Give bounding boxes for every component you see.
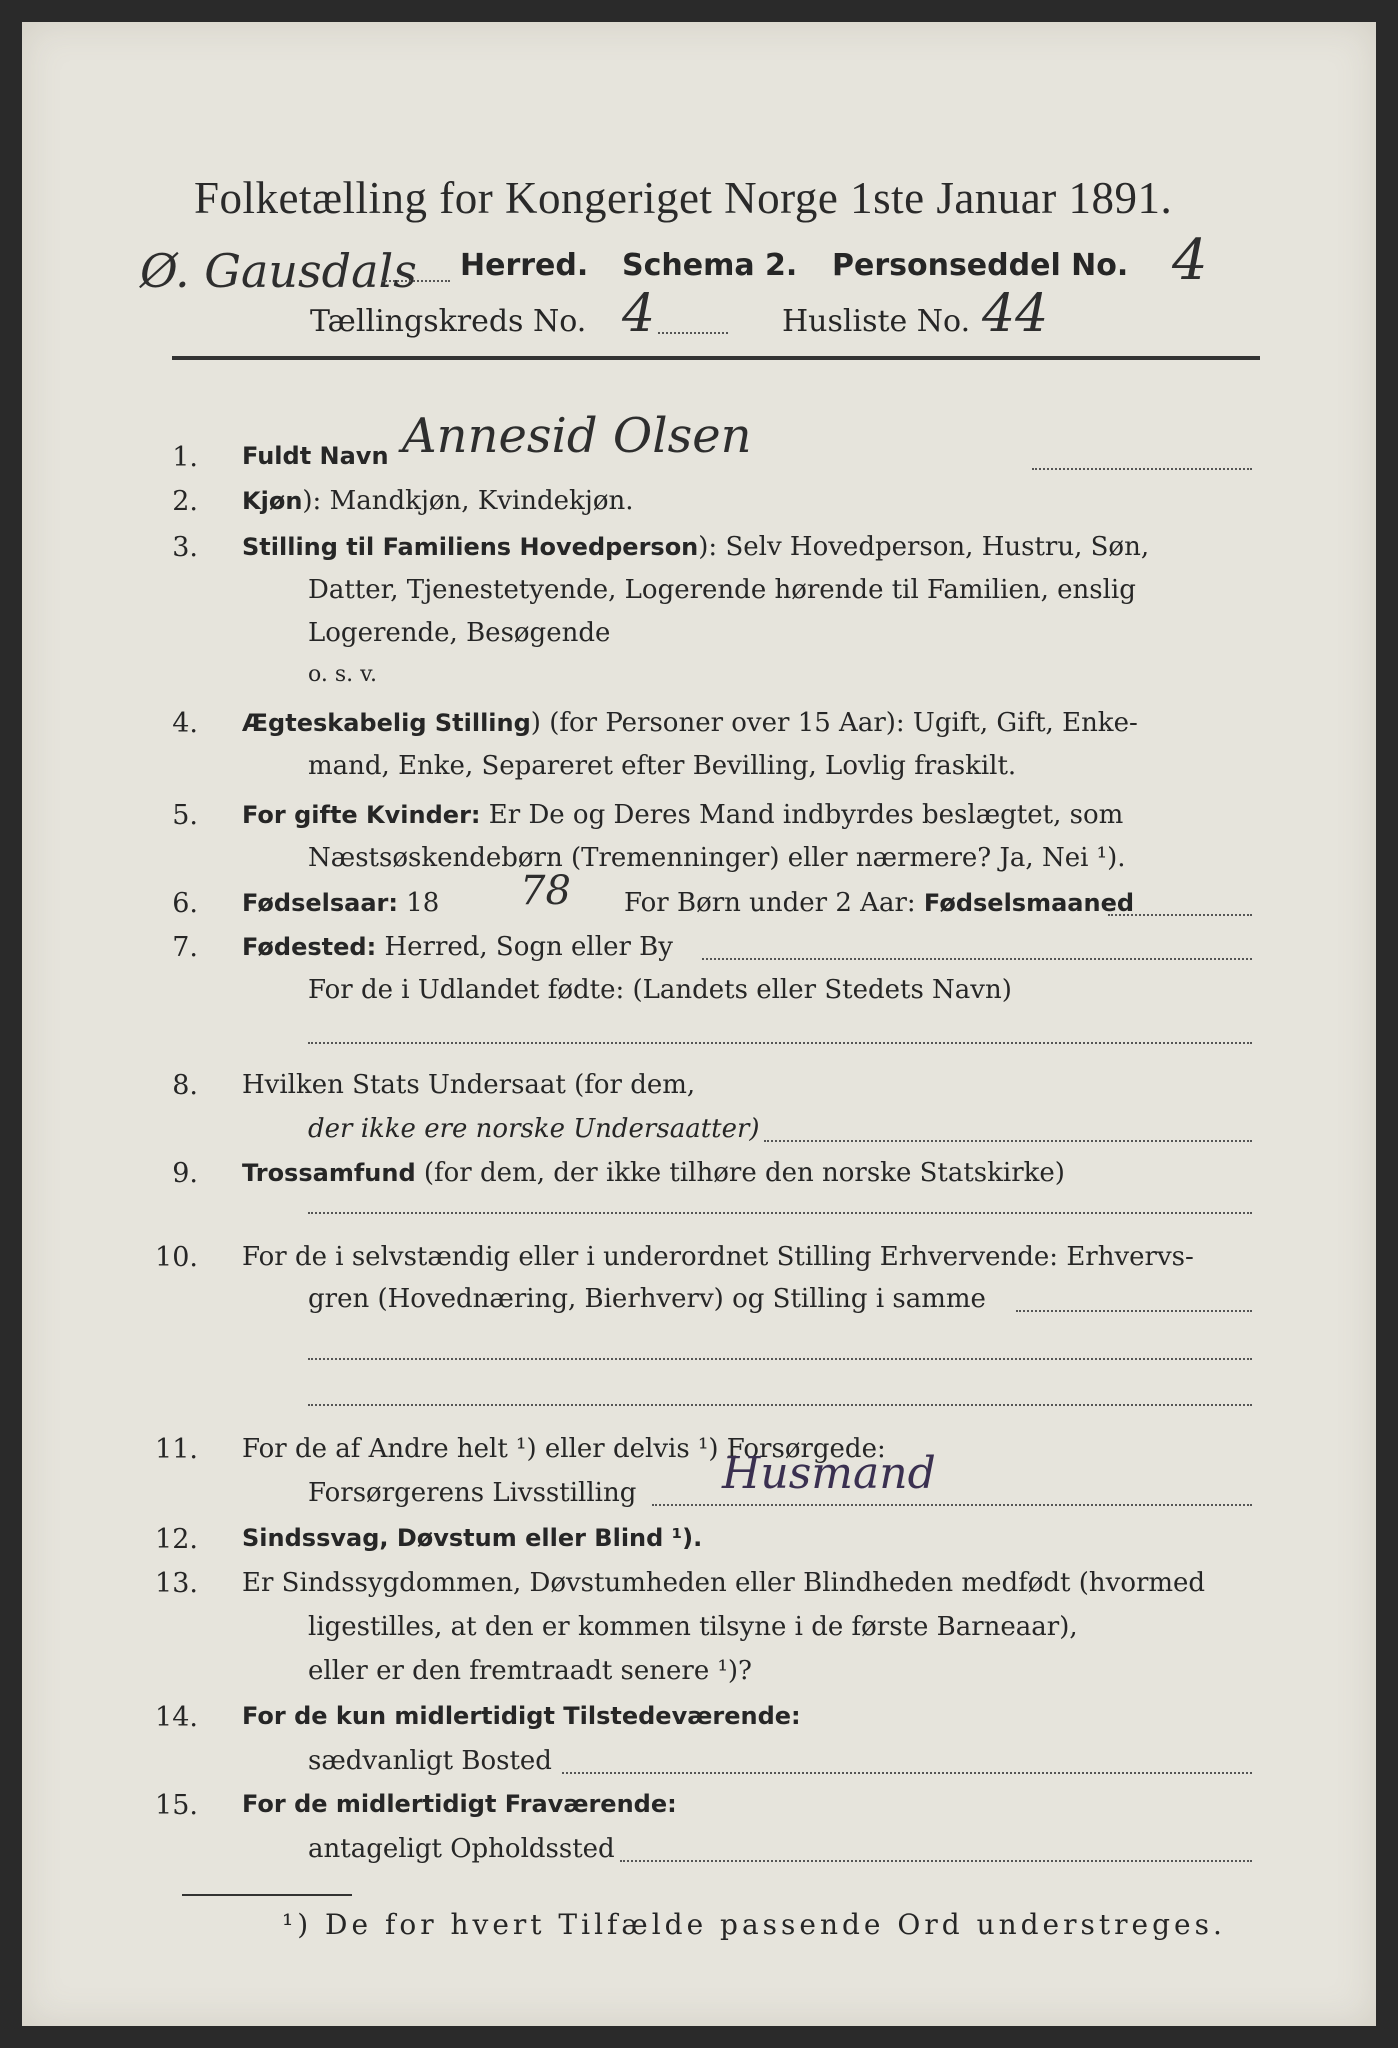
fuldt-navn-value: Annesid Olsen	[402, 408, 752, 464]
medfodt-text2: ligestilles, at den er kommen tilsyne i de første Barneaar),	[308, 1612, 1078, 1642]
item-number: 15.	[155, 1790, 198, 1821]
gifte-text: Er De og Deres Mand indbyrdes beslægtet, som	[488, 800, 1124, 830]
fodested-row	[242, 932, 673, 962]
header-rule	[172, 356, 1260, 360]
bosted-label: sædvanligt Bosted	[308, 1746, 552, 1776]
fravaerende-text: For de midlertidigt Fraværende:	[242, 1790, 677, 1818]
dotted-line	[620, 1860, 1252, 1862]
opholdssted-label: antageligt Opholdssted	[308, 1834, 615, 1864]
aegteskab-text: ) (for Personer over 15 Aar): Ugift, Gift, Enke-	[530, 708, 1138, 738]
item-number: 7.	[172, 932, 198, 963]
dotted-line	[308, 1358, 1252, 1360]
trossamfund-label: Trossamfund	[242, 1159, 416, 1187]
dotted-line	[1016, 1310, 1252, 1312]
dotted-line	[658, 332, 728, 334]
sindssvag-text: Sindssvag, Døvstum eller Blind ¹).	[242, 1524, 703, 1552]
dotted-line	[1032, 468, 1252, 470]
erhverv-text2: gren (Hovednæring, Bierhverv) og Stilling i samme	[308, 1284, 986, 1314]
fodested-label: Fødested:	[242, 933, 377, 961]
dotted-line	[382, 280, 450, 282]
stilling-label: Stilling til Familiens Hovedperson	[242, 533, 699, 561]
item-number: 12.	[155, 1524, 198, 1555]
kjon-text: ): Mandkjøn, Kvindekjøn.	[302, 486, 634, 516]
footnote-rule	[182, 1894, 352, 1896]
fuldt-navn-label: Fuldt Navn	[242, 442, 389, 470]
born-text: For Børn under 2 Aar:	[624, 888, 916, 918]
aegteskab-label: Ægteskabelig Stilling	[242, 709, 531, 737]
medfodt-text3: eller er den fremtraadt senere ¹)?	[308, 1656, 752, 1686]
personseddel-label: Personseddel No.	[832, 248, 1129, 283]
item-number: 5.	[172, 800, 198, 831]
aegteskab-row	[242, 708, 1138, 738]
dotted-line	[764, 1140, 1252, 1142]
forsorgere-label: Forsørgerens Livsstilling	[308, 1478, 637, 1508]
dotted-line	[308, 1042, 1252, 1044]
fodselsaar-prefix: 18	[406, 888, 440, 918]
stilling-row	[242, 532, 1149, 562]
dotted-line	[702, 958, 1252, 960]
item-number: 11.	[155, 1434, 198, 1465]
item-number: 9.	[172, 1158, 198, 1189]
fodested-text: Herred, Sogn eller By	[384, 932, 673, 962]
herred-handwritten: Ø. Gausdals	[140, 244, 417, 298]
gifte-label: For gifte Kvinder:	[242, 801, 481, 829]
kjon-row	[242, 486, 634, 516]
gifte-row	[242, 800, 1123, 830]
kjon-label: Kjøn	[242, 487, 303, 515]
fodselsaar-label: Fødselsaar:	[242, 889, 398, 917]
item-number: 8.	[172, 1070, 198, 1101]
item-number: 14.	[155, 1702, 198, 1733]
item-number: 6.	[172, 888, 198, 919]
husliste-label: Husliste No.	[782, 304, 971, 339]
dotted-line	[1108, 914, 1252, 916]
gifte-text2: Næstsøskendebørn (Tremenninger) eller nærmere? Ja, Nei ¹).	[308, 843, 1126, 873]
footnote: ¹) De for hvert Tilfælde passende Ord understreges.	[282, 1908, 1226, 1941]
aegteskab-text2: mand, Enke, Separeret efter Bevilling, Lovlig fraskilt.	[308, 751, 1017, 781]
forsorgere-value: Husmand	[722, 1448, 936, 1499]
undersaat-text2: der ikke ere norske Undersaatter)	[308, 1114, 760, 1144]
item-number: 2.	[172, 486, 198, 517]
personseddel-value: 4	[1172, 228, 1208, 293]
forsorgede-text: For de af Andre helt ¹) eller delvis ¹) Forsørgede:	[242, 1434, 886, 1464]
fodselsaar-row2	[624, 888, 1134, 918]
undersaat-text: Hvilken Stats Undersaat (for dem,	[242, 1070, 696, 1100]
schema-label: Schema 2.	[622, 248, 798, 283]
erhverv-text: For de i selvstændig eller i underordnet Stilling Erhvervende: Erhvervs-	[242, 1242, 1194, 1272]
item-number: 13.	[155, 1568, 198, 1599]
medfodt-text: Er Sindssygdommen, Døvstumheden eller Blindheden medfødt (hvormed	[242, 1568, 1206, 1598]
item-number: 3.	[172, 532, 198, 563]
form-title: Folketælling for Kongeriget Norge 1ste Januar 1891.	[194, 173, 1173, 223]
dotted-line	[308, 1212, 1252, 1214]
tilstede-text: For de kun midlertidigt Tilstedeværende:	[242, 1702, 801, 1730]
census-form-page	[22, 22, 1376, 2026]
stilling-text: ): Selv Hovedperson, Hustru, Søn,	[698, 532, 1150, 562]
stilling-text2: Datter, Tjenestetyende, Logerende hørende til Familien, enslig	[308, 575, 1136, 605]
trossamfund-text: (for dem, der ikke tilhøre den norske Statskirke)	[423, 1158, 1065, 1188]
dotted-line	[652, 1504, 1252, 1506]
fodselsmaaned-label: Fødselsmaaned	[923, 889, 1135, 917]
stilling-text4: o. s. v.	[308, 662, 377, 687]
item-number: 10.	[155, 1242, 198, 1273]
taellingskreds-label: Tællingskreds No.	[310, 304, 587, 339]
dotted-line	[562, 1772, 1252, 1774]
item-number: 1.	[172, 442, 198, 473]
husliste-value: 44	[982, 284, 1049, 344]
taellingskreds-value: 4	[622, 284, 656, 344]
dotted-line	[308, 1404, 1252, 1406]
stilling-text3: Logerende, Besøgende	[308, 618, 611, 648]
trossamfund-row	[242, 1158, 1065, 1188]
item-number: 4.	[172, 708, 198, 739]
fodselsaar-row	[242, 888, 439, 918]
fodested-text2: For de i Udlandet fødte: (Landets eller Stedets Navn)	[308, 975, 1012, 1005]
herred-label: Herred.	[460, 248, 589, 283]
fodselsaar-value: 78	[520, 868, 571, 914]
